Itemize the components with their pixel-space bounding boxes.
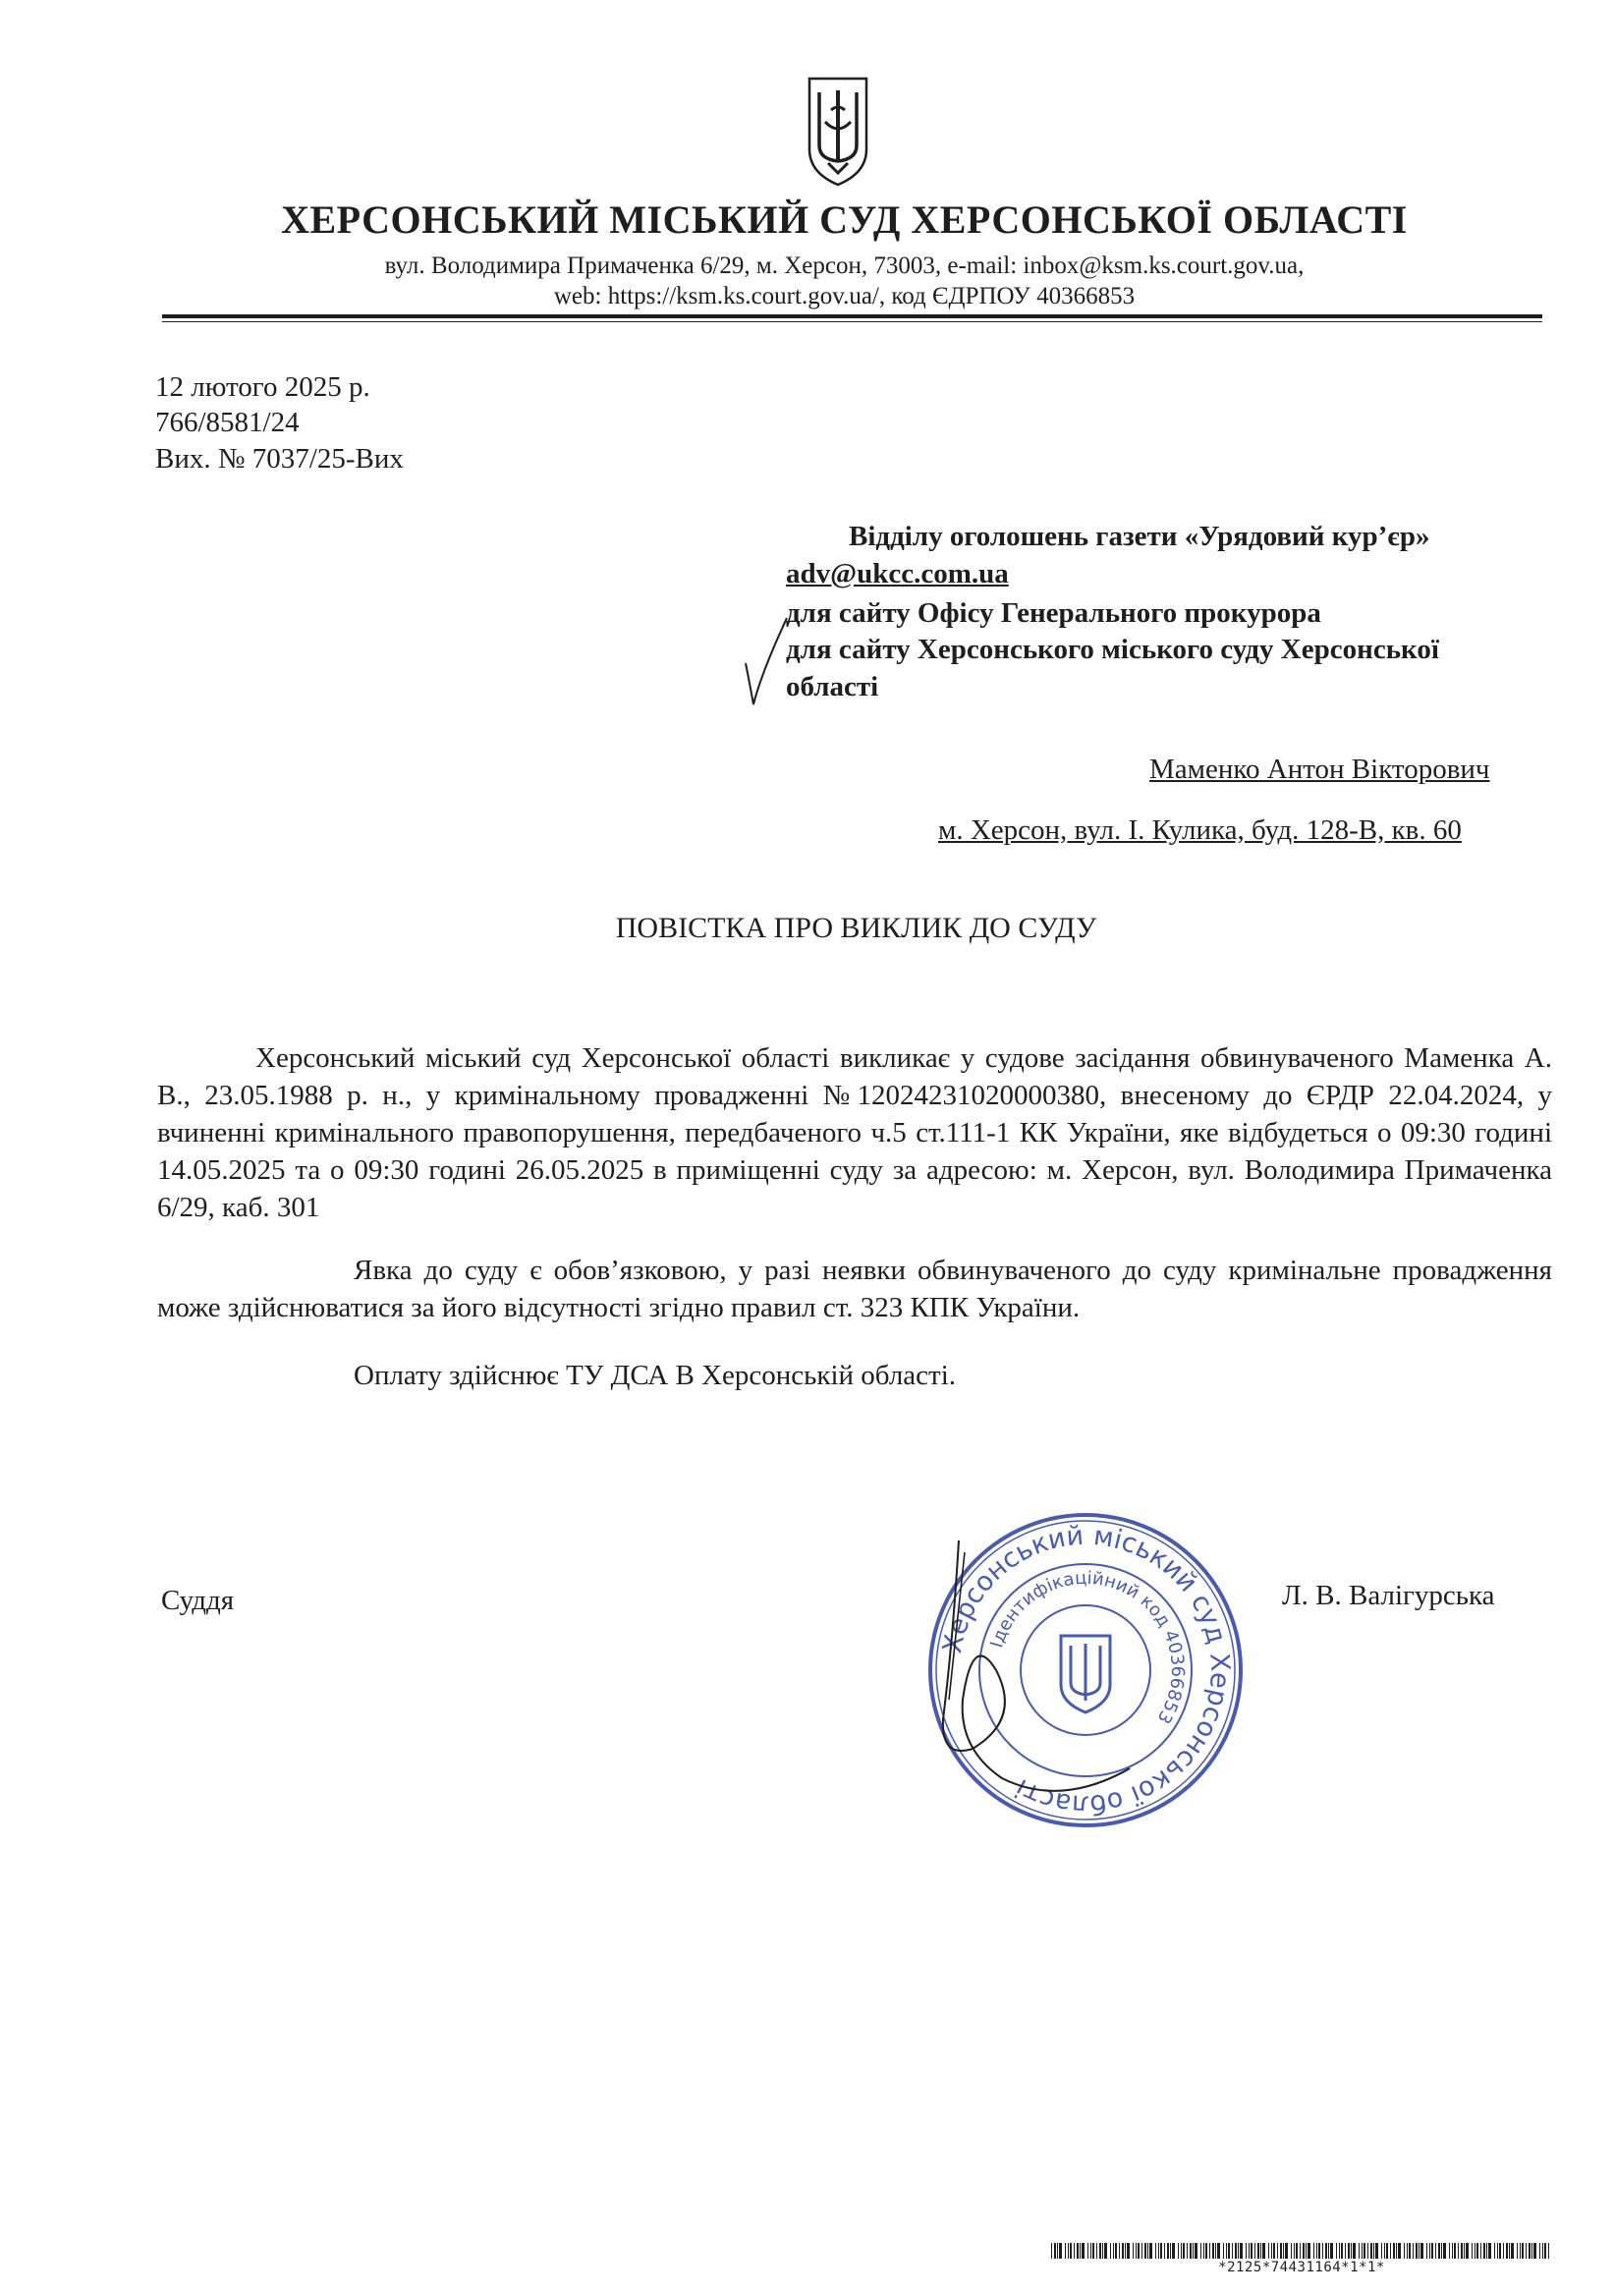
barcode-bar [1203,2243,1204,2259]
barcode-bar [1520,2243,1521,2259]
barcode-bar [1077,2243,1079,2259]
barcode-bar [1215,2243,1216,2259]
barcode-bar [1190,2243,1192,2259]
barcode-bar [1435,2243,1436,2259]
recipient-court-site: для сайту Херсонського міського суду Херсонської [786,634,1439,665]
tryzub-icon [804,71,872,189]
barcode-bar [1300,2243,1301,2259]
handwritten-check-mark [742,614,791,712]
barcode-bar [1273,2243,1275,2259]
barcode-bar [1362,2243,1363,2259]
barcode-bar [1164,2243,1165,2259]
barcode-bar [1251,2243,1252,2259]
barcode-bar [1509,2243,1510,2259]
barcode-bar [1133,2243,1134,2259]
barcode-bar [1226,2243,1227,2259]
body-paragraph-payment: Оплату здійснює ТУ ДСА В Херсонській області. [354,1360,957,1391]
judge-name: Л. В. Валігурська [1282,1580,1495,1611]
barcode-bar [1313,2243,1314,2259]
barcode-bar [1074,2243,1075,2259]
barcode-bar [1122,2243,1124,2259]
barcode-bar [1511,2243,1514,2259]
barcode-bar [1542,2243,1543,2259]
barcode-bar [1384,2243,1385,2259]
barcode-bar [1548,2243,1549,2259]
barcode-bar [1296,2243,1298,2259]
barcode-bar [1254,2243,1255,2259]
barcode-bar [1443,2243,1446,2259]
barcode-bar [1099,2243,1101,2259]
barcode-bar [1195,2243,1197,2259]
barcode-bar [1212,2243,1214,2259]
barcode-bar [1249,2243,1250,2259]
barcode-bar [1531,2243,1532,2259]
barcode-graphic [1051,2243,1552,2259]
barcode-bar [1285,2243,1288,2259]
barcode-bar [1271,2243,1272,2259]
barcode-bar [1341,2243,1343,2259]
barcode-bar [1178,2243,1179,2259]
recipient-court-site-cont: області [786,671,879,702]
barcode-bar [1458,2243,1459,2259]
barcode-bar [1205,2243,1207,2259]
barcode-bar [1438,2243,1440,2259]
barcode-bar [1090,2243,1091,2259]
barcode-bar [1092,2243,1094,2259]
barcode-bar [1280,2243,1282,2259]
barcode-bar [1375,2243,1378,2259]
barcode-bar [1464,2243,1465,2259]
barcode-bar [1441,2243,1442,2259]
barcode-bar [1138,2243,1140,2259]
barcode-bar [1141,2243,1142,2259]
barcode-bar [1390,2243,1391,2259]
barcode-bar [1160,2243,1162,2259]
barcode-bar [1330,2243,1333,2259]
barcode-bar [1147,2243,1148,2259]
barcode-bar [1413,2243,1414,2259]
barcode-bar [1283,2243,1284,2259]
barcode-bar [1359,2243,1360,2259]
barcode-bar [1119,2243,1120,2259]
svg-text:Ідентифікаційний код 40366853: Ідентифікаційний код 40366853 [986,1567,1189,1727]
barcode-bar [1522,2243,1524,2259]
barcode-bar [1125,2243,1126,2259]
barcode-bar [1144,2243,1146,2259]
barcode-bar [1461,2243,1463,2259]
barcode-bar [1526,2243,1527,2259]
barcode-bar [1172,2243,1175,2259]
barcode-bar [1396,2243,1397,2259]
barcode-bar [1136,2243,1137,2259]
barcode-bar [1544,2243,1546,2259]
barcode-bar [1533,2243,1536,2259]
barcode-bar [1228,2243,1230,2259]
barcode-bar [1268,2243,1269,2259]
barcode-bar [1404,2243,1405,2259]
barcode-bar [1353,2243,1356,2259]
barcode-bar [1158,2243,1159,2259]
barcode-bar [1303,2243,1305,2259]
court-name: ХЕРСОНСЬКИЙ МІСЬКИЙ СУД ХЕРСОНСЬКОЇ ОБЛАСТІ [281,197,1408,242]
barcode-bar [1193,2243,1194,2259]
barcode-bar [1183,2243,1185,2259]
barcode-bar [1057,2243,1058,2259]
barcode-bar [1217,2243,1220,2259]
barcode-bar [1065,2243,1066,2259]
barcode-bar [1308,2243,1310,2259]
barcode-bar [1517,2243,1518,2259]
barcode-bar [1051,2243,1052,2259]
body-paragraph-summons: Херсонський міський суд Херсонської області викликає у судове засідання обвинуваченого Маменка А. В., 23.05.1988 р. н., у кримінальному провадженні №12024231020000380, внесеному до ЄРДР 22.04.2024, у вчиненні кримінального правопорушення, передбаченого ч.5 ст.111-1 КК України, яке відбудеться о 09:30 годині 14.05.2025 та о 09:30 годині 26.05.2025 в приміщенні суду за адресою: м. Херсон, вул. Володимира Примаченка 6/29, каб. 301 [157,1042,1552,1223]
barcode-bar [1393,2243,1395,2259]
barcode-bar [1235,2243,1237,2259]
barcode-bar [1381,2243,1382,2259]
barcode-bar [1407,2243,1408,2259]
recipient-person-address: м. Херсон, вул. І. Кулика, буд. 128-В, кв. 60 [938,814,1462,846]
barcode-bar [1325,2243,1327,2259]
barcode-bar [1466,2243,1469,2259]
barcode-bar [1096,2243,1097,2259]
barcode-bar [1318,2243,1320,2259]
barcode-bar [1480,2243,1481,2259]
court-address-line: вул. Володимира Примаченка 6/29, м. Херсон, 73003, e-mail: inbox@ksm.ks.court.gov.ua, [384,252,1305,279]
barcode-bar [1499,2243,1501,2259]
handwritten-signature [914,1523,1140,1837]
barcode-bar [1291,2243,1292,2259]
barcode-bar [1113,2243,1114,2259]
barcode-bar [1260,2243,1261,2259]
barcode-bar [1472,2243,1473,2259]
barcode-bar [1351,2243,1352,2259]
barcode-bar [1115,2243,1117,2259]
barcode-bar [1328,2243,1329,2259]
barcode-bar [1068,2243,1069,2259]
recipient-person: Маменко Антон Вікторович [1149,754,1490,785]
header-divider-thin [162,321,1542,322]
barcode-bar [1454,2243,1456,2259]
barcode-bar [1367,2243,1368,2259]
barcode-bar [1322,2243,1323,2259]
barcode-bar [1488,2243,1491,2259]
svg-text:Херсонський міський суд Херсон: Херсонський міський суд Херсонської області [937,1520,1236,1820]
barcode-bar [1398,2243,1401,2259]
barcode-bar [1506,2243,1508,2259]
barcode-bar [1503,2243,1504,2259]
header-divider [162,314,1542,318]
outgoing-number: Вих. № 7037/25-Вих [155,443,404,475]
barcode-bar [1416,2243,1418,2259]
court-web-line: web: https://ksm.ks.court.gov.ua/, код ЄДРПОУ 40366853 [553,283,1136,309]
barcode-bar [1339,2243,1340,2259]
document-date: 12 лютого 2025 р. [155,371,370,403]
barcode-bar [1054,2243,1056,2259]
recipient-prosecutor-site: для сайту Офісу Генерального прокурора [786,597,1321,629]
barcode-bar [1070,2243,1072,2259]
barcode-bar [1306,2243,1307,2259]
barcode-bar [1240,2243,1243,2259]
barcode-bar [1080,2243,1081,2259]
barcode-bar [1102,2243,1103,2259]
judge-role: Суддя [161,1585,235,1616]
barcode-bar [1059,2243,1062,2259]
barcode-bar [1087,2243,1088,2259]
barcode-bar [1149,2243,1152,2259]
barcode-bar [1155,2243,1156,2259]
barcode-bar [1529,2243,1531,2259]
barcode-bar [1294,2243,1295,2259]
barcode-bar [1373,2243,1374,2259]
barcode-bar [1449,2243,1450,2259]
barcode-bar [1483,2243,1485,2259]
barcode-bar [1494,2243,1495,2259]
barcode-bar [1167,2243,1169,2259]
barcode-bar [1200,2243,1201,2259]
barcode-bar [1420,2243,1423,2259]
barcode-bar [1170,2243,1171,2259]
barcode-bar [1336,2243,1337,2259]
barcode-bar [1238,2243,1239,2259]
barcode-bar [1104,2243,1107,2259]
barcode-bar [1277,2243,1278,2259]
barcode-bar [1232,2243,1233,2259]
barcode-bar [1246,2243,1247,2259]
recipient-email: adv@ukcc.com.ua [786,558,1009,589]
barcode-bar [1127,2243,1130,2259]
barcode-bar [1187,2243,1188,2259]
barcode-bar [1348,2243,1350,2259]
barcode-bar [1497,2243,1498,2259]
barcode-bar [1486,2243,1487,2259]
body-paragraph-attendance: Явка до суду є обов’язковою, у разі неявки обвинуваченого до суду кримінальне провадження може здійснюватися за його відсутності згідно правил ст. 323 КПК України. [157,1255,1552,1323]
barcode-bar [1364,2243,1365,2259]
barcode-bar [1257,2243,1259,2259]
recipient-newspaper: Відділу оголошень газети «Урядовий кур’єр» [849,521,1430,552]
barcode-bar [1082,2243,1085,2259]
barcode-bar [1223,2243,1224,2259]
barcode-bar [1370,2243,1372,2259]
barcode-bar [1209,2243,1210,2259]
barcode-bar [1262,2243,1265,2259]
barcode-bar [1316,2243,1317,2259]
barcode-bar [1539,2243,1540,2259]
barcode-bar [1110,2243,1111,2259]
barcode-bar [1426,2243,1427,2259]
barcode-bar [1431,2243,1433,2259]
barcode-bar [1181,2243,1182,2259]
barcode-bar [1429,2243,1430,2259]
barcode-bar [1345,2243,1346,2259]
document-title: ПОВІСТКА ПРО ВИКЛИК ДО СУДУ [615,912,1097,944]
document-barcode [1051,2243,1552,2275]
barcode-bar [1386,2243,1388,2259]
case-number: 766/8581/24 [155,407,300,438]
barcode-number: *2125*74431164*1*1* [1218,2260,1385,2275]
barcode-bar [1452,2243,1453,2259]
barcode-bar [1476,2243,1478,2259]
barcode-bar [1409,2243,1411,2259]
